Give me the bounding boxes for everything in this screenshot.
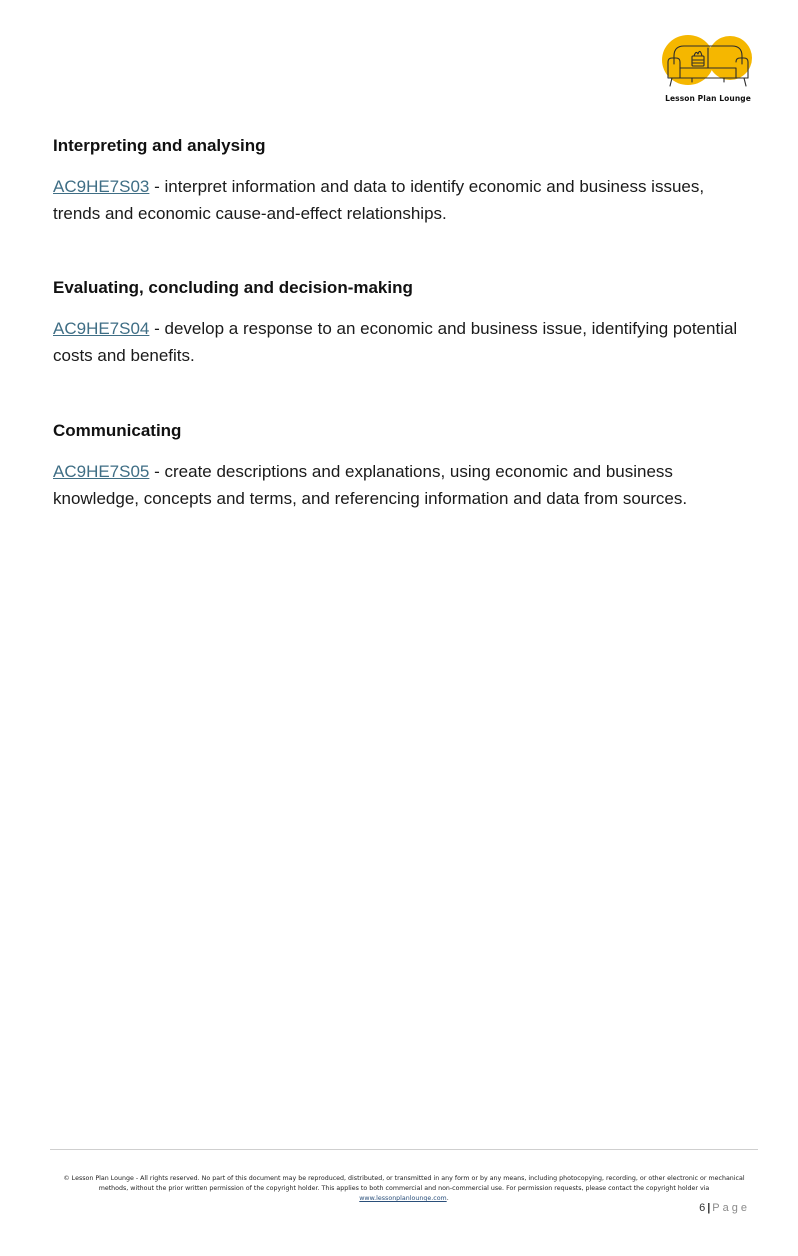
section-description: - develop a response to an economic and business issue, identifying potential costs and benefits.	[53, 319, 738, 365]
copyright-suffix: .	[446, 1195, 449, 1202]
lesson-plan-lounge-logo	[662, 34, 754, 106]
section-evaluating-concluding	[53, 278, 753, 369]
section-paragraph	[53, 173, 753, 227]
section-description: - interpret information and data to identify economic and business issues, trends and economic cause-and-effect relationships.	[53, 177, 705, 223]
section-heading: Interpreting and analysing	[53, 136, 266, 155]
section-interpreting-analysing	[53, 136, 753, 227]
page-separator: |	[707, 1202, 711, 1214]
section-communicating	[53, 421, 753, 512]
curriculum-code-link[interactable]: AC9HE7S03	[53, 177, 150, 196]
logo-text: Lesson Plan Lounge	[665, 94, 751, 103]
copyright-text: © Lesson Plan Lounge - All rights reserved. No part of this document may be reproduced, distributed, or transmitted in any form or by any means, including photocopying, recording, or other electronic or mechanical methods, without the prior written permission of the copyright holder. This applies to both commercial and non-commercial use. For permission requests, please contact the copyright holder via	[63, 1175, 745, 1192]
section-paragraph	[53, 315, 753, 369]
section-heading: Evaluating, concluding and decision-making	[53, 278, 413, 297]
footer-copyright	[56, 1174, 752, 1204]
page-number	[699, 1202, 750, 1214]
section-description: - create descriptions and explanations, using economic and business knowledge, concepts and terms, and referencing information and data from sources.	[53, 462, 688, 508]
page-number-value: 6	[699, 1202, 706, 1214]
footer-divider	[50, 1149, 758, 1150]
website-link[interactable]: www.lessonplanlounge.com	[359, 1195, 447, 1202]
section-paragraph	[53, 458, 753, 512]
curriculum-code-link[interactable]: AC9HE7S04	[53, 319, 150, 338]
page-word: Page	[712, 1202, 750, 1214]
curriculum-code-link[interactable]: AC9HE7S05	[53, 462, 150, 481]
section-heading: Communicating	[53, 421, 182, 440]
sofa-icon	[662, 34, 754, 94]
